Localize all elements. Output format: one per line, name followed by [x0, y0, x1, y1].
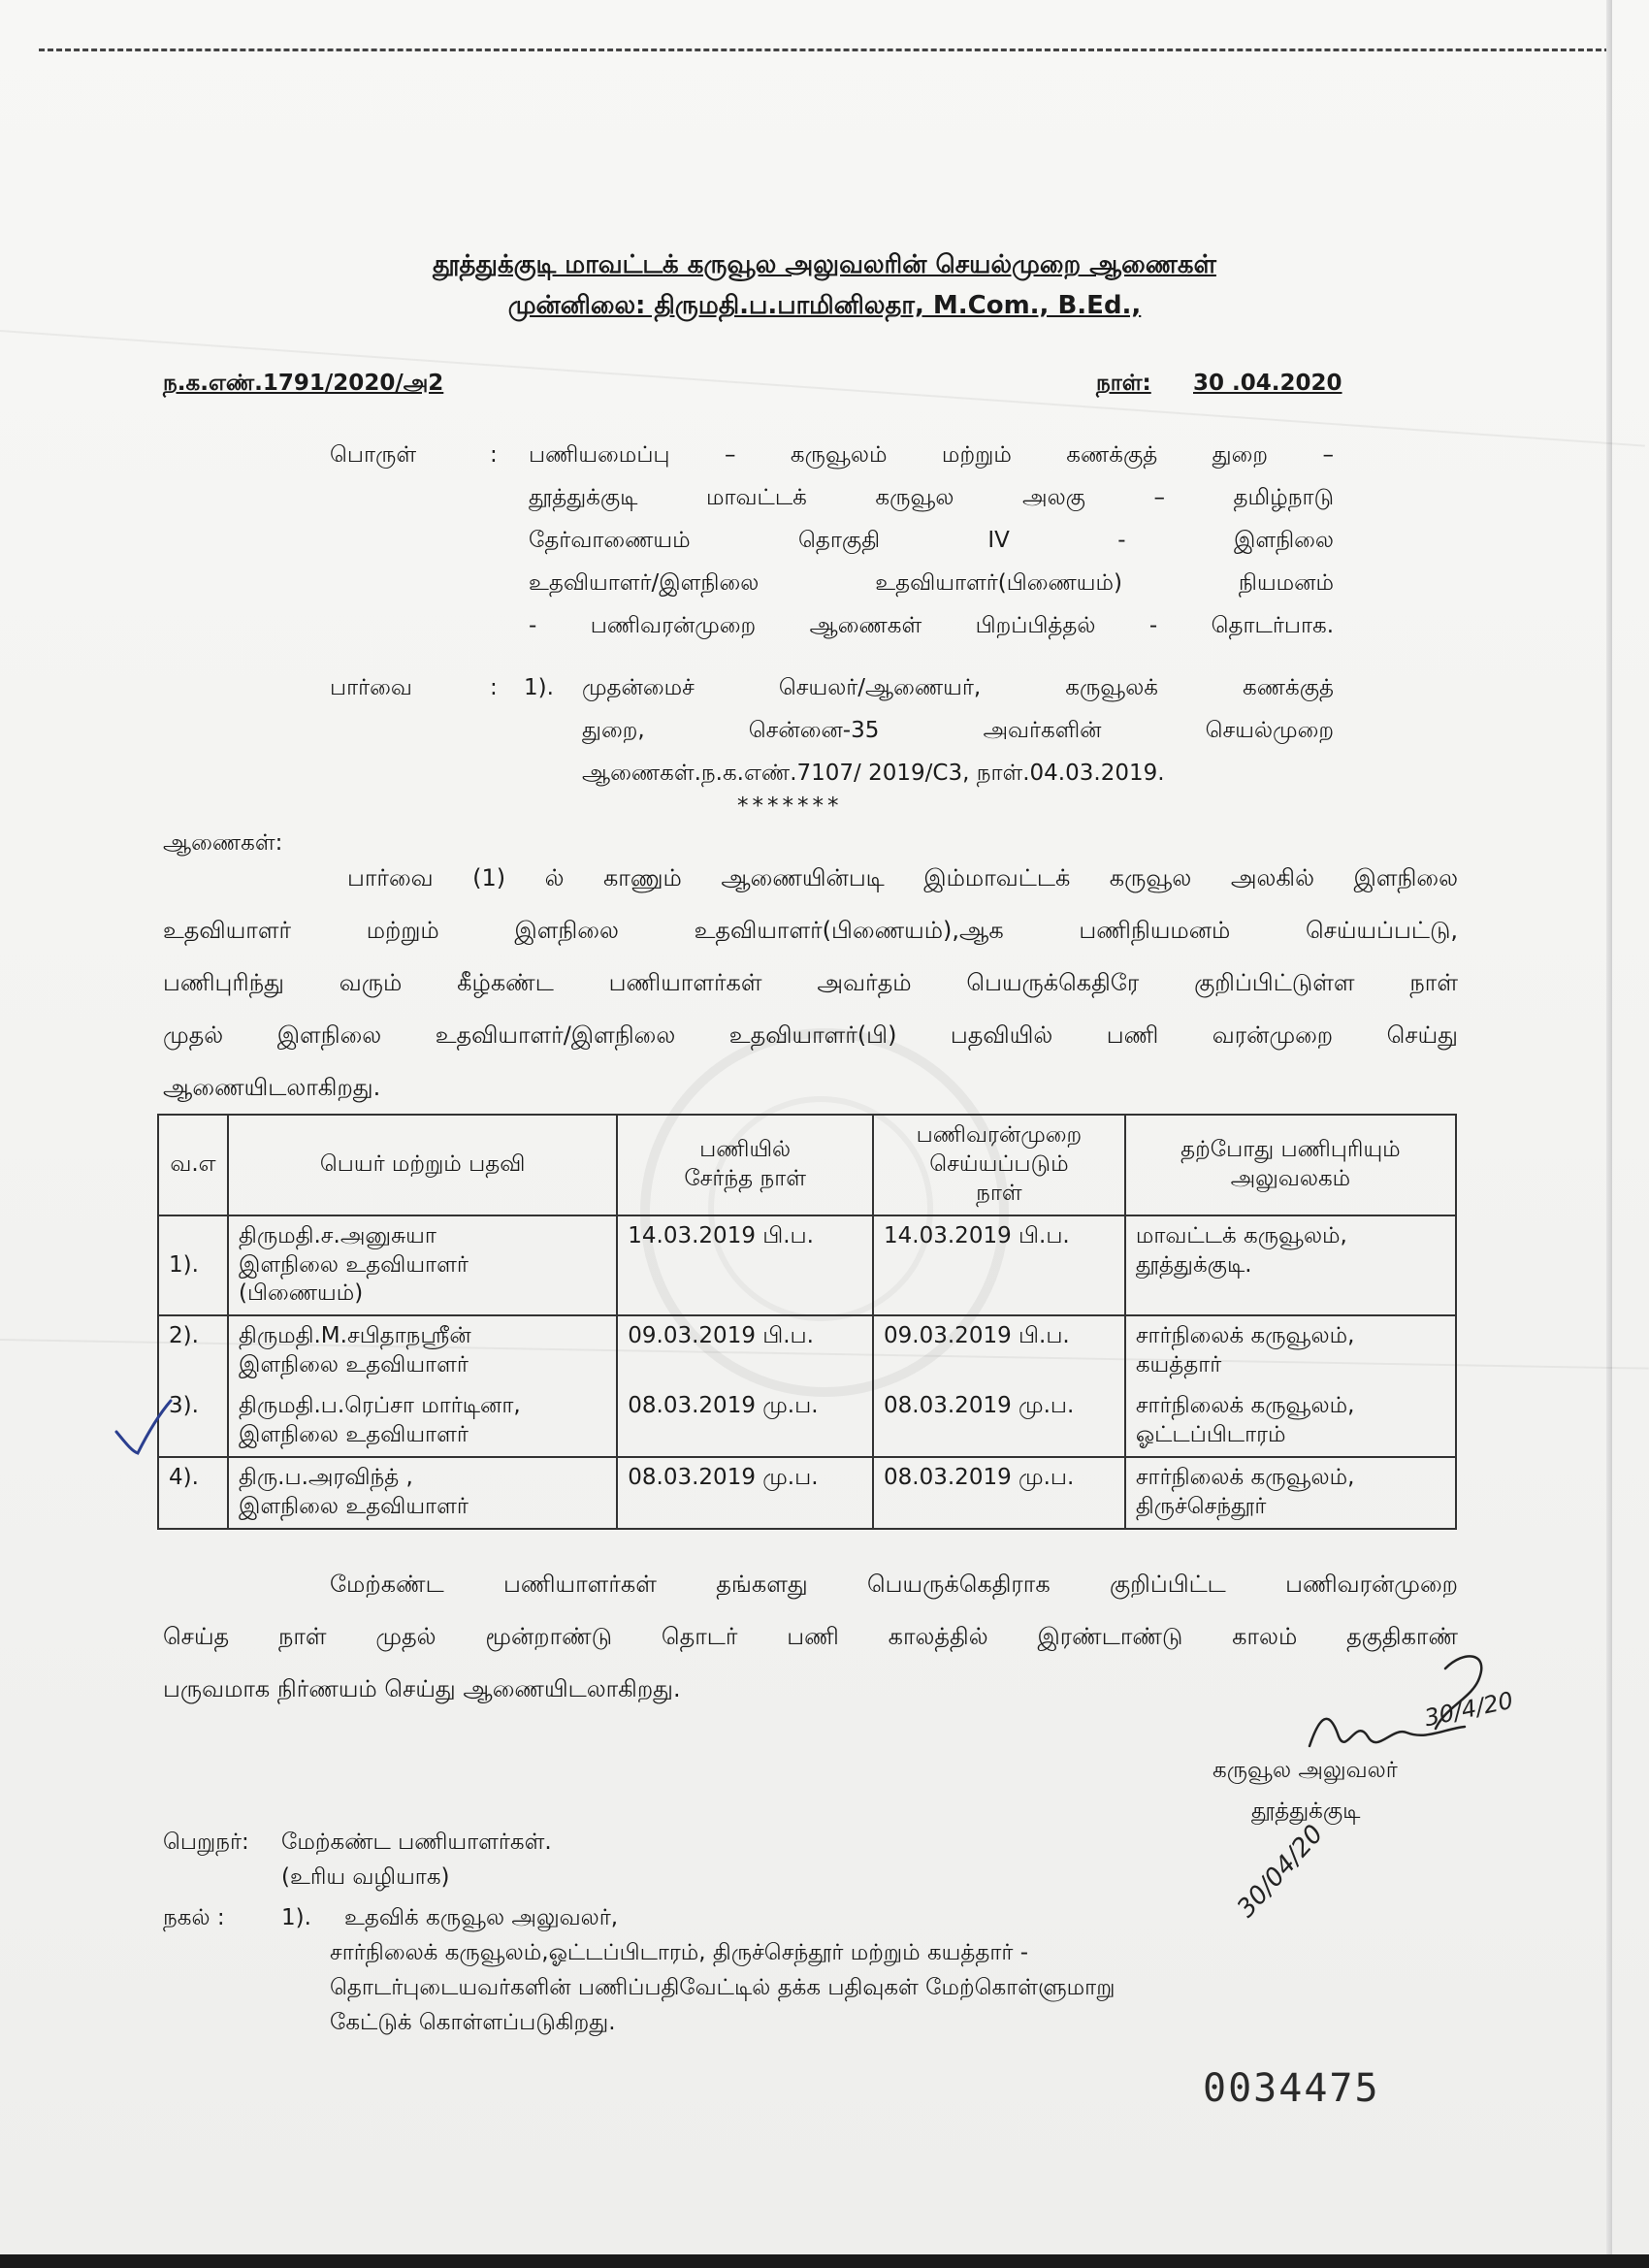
reference-label: பார்வை — [330, 675, 412, 700]
subject-line: தேர்வாணையம் தொகுதி IV - இளநிலை — [529, 528, 1334, 553]
copy-line: உதவிக் கருவூல அலுவலர், — [344, 1905, 619, 1930]
orders-line: பணிபுரிந்து வரும் கீழ்கண்ட பணியாளர்கள் அவர்தம் பெயருக்கெதிரே குறிப்பிட்டுள்ள நாள் — [163, 969, 1458, 996]
cell-sno: 2). — [158, 1315, 228, 1386]
staff-name: திருமதி.M.சபிதாநஸ்ரீன் — [238, 1323, 471, 1349]
recipients-label: பெறுநர்: — [163, 1830, 249, 1855]
cell-office — [1125, 1457, 1456, 1529]
cell-regularised: 14.03.2019 பி.ப. — [873, 1215, 1125, 1316]
recipients-value: மேற்கண்ட பணியாளர்கள். — [281, 1830, 552, 1855]
cell-joined: 08.03.2019 மு.ப. — [617, 1386, 873, 1457]
date-label: நாள்: — [1096, 371, 1151, 396]
col-header-text: நாள் — [976, 1180, 1022, 1206]
subject-line: - பணிவரன்முறை ஆணைகள் பிறப்பித்தல் - தொடர்பாக. — [529, 613, 1334, 638]
staff-designation-suffix: (பிணையம்) — [238, 1280, 364, 1307]
copy-label: நகல் : — [163, 1905, 225, 1930]
probation-line: செய்த நாள் முதல் மூன்றாண்டு தொடர் பணி காலத்தில் இரண்டாண்டு காலம் தகுதிகாண் — [163, 1623, 1458, 1650]
staff-table — [157, 1114, 1457, 1530]
subject-line: பணியமைப்பு – கருவூலம் மற்றும் கணக்குத் துறை – — [529, 442, 1334, 468]
orders-heading: ஆணைகள்: — [163, 830, 283, 856]
copy-line: சார்நிலைக் கருவூலம்,ஓட்டப்பிடாரம், திருச்செந்தூர் மற்றும் கயத்தார் - — [330, 1940, 1029, 1965]
document-title: தூத்துக்குடி மாவட்டக் கருவூல அலுவலரின் செயல்முறை ஆணைகள் — [433, 250, 1216, 279]
cell-office — [1125, 1215, 1456, 1316]
cell-joined: 08.03.2019 மு.ப. — [617, 1457, 873, 1529]
probation-line: பருவமாக நிர்ணயம் செய்து ஆணையிடலாகிறது. — [163, 1675, 681, 1702]
probation-paragraph — [163, 1558, 1458, 1715]
office-name: மாவட்டக் கருவூலம், — [1135, 1222, 1347, 1248]
col-header-text: சேர்ந்த நாள் — [684, 1165, 806, 1191]
office-place: தூத்துக்குடி. — [1135, 1251, 1252, 1278]
table-row — [158, 1315, 1456, 1386]
col-header-regularised — [873, 1115, 1125, 1215]
staff-designation: இளநிலை உதவியாளர் — [238, 1352, 469, 1378]
subject-label: பொருள் — [330, 442, 417, 468]
staff-designation: இளநிலை உதவியாளர் — [238, 1493, 469, 1519]
subject-line: தூத்துக்குடி மாவட்டக் கருவூல அலகு – தமிழ்நாடு — [529, 485, 1334, 510]
col-header-sno: வ.எ — [158, 1115, 228, 1215]
signature-date: 30/4/20 — [1422, 1686, 1516, 1733]
tick-mark-icon — [109, 1395, 177, 1463]
cell-sno: 3). — [158, 1386, 228, 1457]
col-header-text: பணிவரன்முறை — [916, 1122, 1083, 1148]
table-header-row — [158, 1115, 1456, 1215]
orders-paragraph — [163, 852, 1458, 1114]
office-place: திருச்செந்தூர் — [1135, 1493, 1267, 1519]
cell-name — [228, 1386, 617, 1457]
office-name: சார்நிலைக் கருவூலம், — [1135, 1464, 1355, 1490]
office-name: சார்நிலைக் கருவூலம், — [1135, 1393, 1355, 1419]
reference-number: ந.க.எண்.1791/2020/அ2 — [163, 371, 444, 396]
cell-joined: 14.03.2019 பி.ப. — [617, 1215, 873, 1316]
col-header-text: செய்யப்படும் — [929, 1150, 1069, 1177]
presence-line: முன்னிலை: திருமதி.ப.பாமினிலதா, M.Com., B.Ed., — [507, 291, 1142, 320]
orders-line: பார்வை (1) ல் காணும் ஆணையின்படி இம்மாவட்டக் கருவூல அலகில் இளநிலை — [347, 864, 1458, 891]
col-header-text: தற்போது பணிபுரியும் — [1180, 1136, 1401, 1162]
reference-line: முதன்மைச் செயலர்/ஆணையர், கருவூலக் கணக்குத் — [582, 675, 1334, 700]
orders-line: ஆணையிடலாகிறது. — [163, 1074, 381, 1101]
table-row — [158, 1386, 1456, 1457]
office-name: சார்நிலைக் கருவூலம், — [1135, 1323, 1355, 1349]
signatory-designation: கருவூல அலுவலர் — [1212, 1758, 1398, 1783]
staff-name: திருமதி.ச.அனுசுயா — [238, 1222, 436, 1248]
reference-number-item: 1). — [524, 675, 554, 700]
cell-regularised: 08.03.2019 மு.ப. — [873, 1386, 1125, 1457]
staff-name: திரு.ப.அரவிந்த் , — [238, 1464, 413, 1490]
orders-line: உதவியாளர் மற்றும் இளநிலை உதவியாளர்(பிணையம்),ஆக பணிநியமனம் செய்யப்பட்டு, — [163, 917, 1458, 944]
separator-stars: ******* — [737, 794, 843, 819]
cell-sno: 1). — [158, 1215, 228, 1316]
scan-bottom-edge — [0, 2254, 1649, 2268]
office-place: கயத்தார் — [1135, 1352, 1222, 1378]
staff-designation: இளநிலை உதவியாளர் — [238, 1251, 469, 1278]
recipients-via: (உரிய வழியாக) — [281, 1864, 450, 1890]
subject-colon: : — [490, 442, 498, 468]
page-edge-dashes — [39, 49, 1610, 51]
col-header-name: பெயர் மற்றும் பதவி — [228, 1115, 617, 1215]
col-header-joined — [617, 1115, 873, 1215]
staff-designation: இளநிலை உதவியாளர் — [238, 1422, 469, 1448]
reference-line: துறை, சென்னை-35 அவர்களின் செயல்முறை — [582, 718, 1334, 743]
copy-line: தொடர்புடையவர்களின் பணிப்பதிவேட்டில் தக்க பதிவுகள் மேற்கொள்ளுமாறு — [330, 1975, 1116, 2000]
initial-date: 30/04/20 — [1231, 1819, 1330, 1924]
table-row — [158, 1457, 1456, 1529]
subject-line: உதவியாளர்/இளநிலை உதவியாளர்(பிணையம்) நியமனம் — [529, 570, 1334, 596]
reference-line: ஆணைகள்.ந.க.எண்.7107/ 2019/C3, நாள்.04.03.2019. — [582, 761, 1165, 786]
table-row — [158, 1215, 1456, 1316]
col-header-text: பணியில் — [699, 1136, 792, 1162]
cell-office — [1125, 1315, 1456, 1386]
staff-name: திருமதி.ப.ரெப்சா மார்டினா, — [238, 1393, 521, 1419]
probation-line: மேற்கண்ட பணியாளர்கள் தங்களது பெயருக்கெதிராக குறிப்பிட்ட பணிவரன்முறை — [330, 1571, 1458, 1598]
cell-name — [228, 1457, 617, 1529]
cell-office — [1125, 1386, 1456, 1457]
cell-joined: 09.03.2019 பி.ப. — [617, 1315, 873, 1386]
paper-edge — [1606, 0, 1612, 2268]
cell-sno: 4). — [158, 1457, 228, 1529]
office-place: ஓட்டப்பிடாரம் — [1135, 1422, 1286, 1448]
signatory-place: தூத்துக்குடி — [1251, 1798, 1361, 1824]
date-value: 30 .04.2020 — [1193, 371, 1342, 396]
col-header-office — [1125, 1115, 1456, 1215]
copy-line: கேட்டுக் கொள்ளப்படுகிறது. — [330, 2010, 616, 2035]
cell-name — [228, 1315, 617, 1386]
cell-name — [228, 1215, 617, 1316]
copy-number: 1). — [281, 1905, 311, 1930]
cell-regularised: 09.03.2019 பி.ப. — [873, 1315, 1125, 1386]
orders-line: முதல் இளநிலை உதவியாளர்/இளநிலை உதவியாளர்(பி) பதவியில் பணி வரன்முறை செய்து — [163, 1021, 1458, 1049]
col-header-text: அலுவலகம் — [1230, 1165, 1351, 1191]
reference-colon: : — [490, 675, 498, 700]
serial-stamp-number: 0034475 — [1203, 2066, 1380, 2111]
cell-regularised: 08.03.2019 மு.ப. — [873, 1457, 1125, 1529]
